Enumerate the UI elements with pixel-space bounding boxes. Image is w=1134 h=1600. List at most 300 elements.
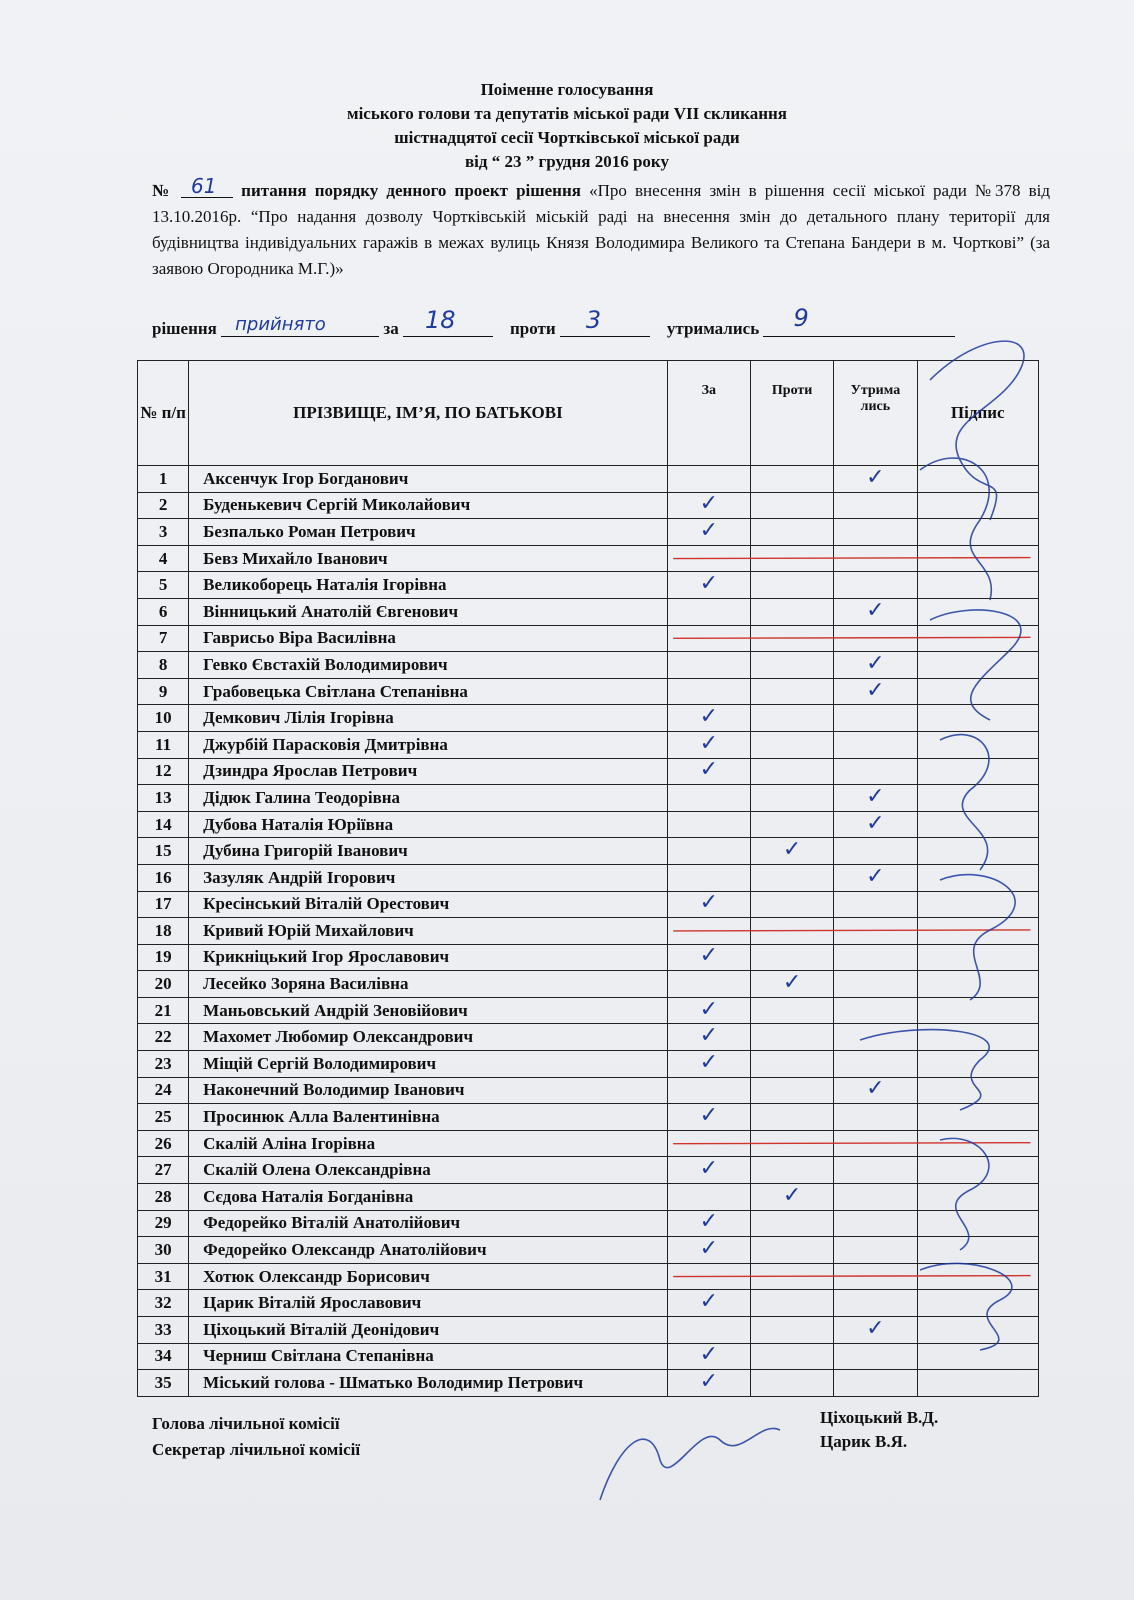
vote-cell-for (667, 1237, 750, 1264)
vote-cell-against (751, 1237, 834, 1264)
vote-cell-against (751, 811, 834, 838)
row-name: Вінницький Анатолій Євгенович (189, 598, 668, 625)
row-number: 16 (138, 864, 189, 891)
check-mark-icon: ✓ (699, 704, 719, 730)
row-name: Гаврисьо Віра Василівна (189, 625, 668, 652)
header-abstain: Утрима лись (834, 361, 917, 466)
doc-title-line2: міського голови та депутатів міської ради VII скликання (347, 104, 787, 123)
check-mark-icon: ✓ (699, 571, 719, 597)
vote-cell-for (667, 625, 750, 652)
signature-cell (917, 785, 1038, 812)
vote-cell-for (667, 1077, 750, 1104)
table-row (138, 918, 1039, 945)
check-mark-icon: ✓ (699, 757, 719, 783)
vote-cell-against (751, 944, 834, 971)
vote-cell-against (751, 891, 834, 918)
row-name: Крикніцький Ігор Ярославович (189, 944, 668, 971)
vote-cell-against (751, 918, 834, 945)
vote-cell-abstain (834, 625, 917, 652)
row-name: Буденькевич Сергій Миколайович (189, 492, 668, 519)
row-number: 30 (138, 1237, 189, 1264)
signature-cell (917, 811, 1038, 838)
vote-cell-abstain (834, 572, 917, 599)
row-number: 29 (138, 1210, 189, 1237)
row-number: 8 (138, 652, 189, 679)
vote-cell-abstain (834, 785, 917, 812)
vote-cell-abstain (834, 1343, 917, 1370)
doc-title-line1: Поіменне голосування (480, 80, 654, 99)
vote-cell-abstain (834, 1130, 917, 1157)
vote-cell-abstain (834, 1024, 917, 1051)
vote-cell-against (751, 997, 834, 1024)
vote-cell-for (667, 811, 750, 838)
signature-cell (917, 944, 1038, 971)
against-label: проти (509, 319, 556, 338)
vote-cell-abstain (834, 652, 917, 679)
row-name: Кресінський Віталій Орестович (189, 891, 668, 918)
row-name: Демкович Лілія Ігорівна (189, 705, 668, 732)
row-number: 21 (138, 997, 189, 1024)
signature-cell (917, 1130, 1038, 1157)
signature-cell (917, 997, 1038, 1024)
vote-cell-for (667, 1370, 750, 1397)
vote-cell-against (751, 758, 834, 785)
vote-cell-for (667, 1104, 750, 1131)
signature-cell (917, 545, 1038, 572)
signature-cell (917, 838, 1038, 865)
row-number: 34 (138, 1343, 189, 1370)
row-name: Скалій Олена Олександрівна (189, 1157, 668, 1184)
vote-cell-against (751, 1024, 834, 1051)
row-number: 7 (138, 625, 189, 652)
header-against: Проти (751, 361, 834, 466)
vote-cell-abstain (834, 1210, 917, 1237)
question-number-prefix: № (152, 181, 173, 200)
check-mark-icon: ✓ (699, 1023, 719, 1049)
vote-cell-against (751, 678, 834, 705)
vote-cell-abstain (834, 891, 917, 918)
vote-cell-abstain (834, 758, 917, 785)
row-number: 1 (138, 466, 189, 493)
signature-cell (917, 1024, 1038, 1051)
vote-cell-abstain (834, 944, 917, 971)
row-number: 25 (138, 1104, 189, 1131)
doc-title-date: від “ 23 ” грудня 2016 року (465, 152, 669, 171)
table-row (138, 652, 1039, 679)
row-name: Черниш Світлана Степанівна (189, 1343, 668, 1370)
signature-cell (917, 1051, 1038, 1078)
decision-label: рішення (152, 319, 217, 338)
signature-cell (917, 731, 1038, 758)
row-number: 14 (138, 811, 189, 838)
check-mark-icon: ✓ (866, 810, 885, 836)
vote-cell-abstain (834, 1157, 917, 1184)
vote-cell-abstain (834, 1184, 917, 1211)
vote-cell-against (751, 1343, 834, 1370)
vote-cell-abstain (834, 997, 917, 1024)
table-row (138, 811, 1039, 838)
vote-cell-for (667, 758, 750, 785)
row-name: Дідюк Галина Теодорівна (189, 785, 668, 812)
vote-cell-for (667, 1024, 750, 1051)
table-row (138, 572, 1039, 599)
vote-cell-abstain (834, 519, 917, 546)
roll-call-table (137, 360, 1039, 1397)
table-row (138, 625, 1039, 652)
vote-cell-abstain (834, 1290, 917, 1317)
vote-cell-against (751, 492, 834, 519)
check-mark-icon: ✓ (699, 1342, 719, 1368)
header-for: За (667, 361, 750, 466)
vote-cell-for (667, 944, 750, 971)
table-row (138, 997, 1039, 1024)
vote-cell-abstain (834, 598, 917, 625)
check-mark-icon: ✓ (699, 1049, 719, 1075)
row-number: 28 (138, 1184, 189, 1211)
check-mark-icon: ✓ (782, 837, 802, 863)
vote-cell-against (751, 1157, 834, 1184)
question-number-handwritten: 61 (191, 174, 217, 198)
table-row (138, 705, 1039, 732)
signature-cell (917, 492, 1038, 519)
vote-cell-for (667, 1317, 750, 1344)
row-name: Безпалько Роман Петрович (189, 519, 668, 546)
secretary-name: Царик В.Я. (820, 1432, 908, 1451)
vote-cell-against (751, 705, 834, 732)
table-row (138, 545, 1039, 572)
check-mark-icon: ✓ (866, 677, 885, 703)
vote-cell-against (751, 1210, 834, 1237)
row-number: 2 (138, 492, 189, 519)
signature-cell (917, 1184, 1038, 1211)
vote-cell-for (667, 971, 750, 998)
table-row (138, 1210, 1039, 1237)
signature-cell (917, 891, 1038, 918)
against-count-blank (560, 306, 650, 337)
row-name: Наконечний Володимир Іванович (189, 1077, 668, 1104)
signature-cell (917, 1290, 1038, 1317)
header-no: № п/п (138, 361, 189, 466)
row-name: Махомет Любомир Олександрович (189, 1024, 668, 1051)
vote-cell-abstain (834, 1263, 917, 1290)
vote-cell-against (751, 731, 834, 758)
header-signature: Підпис (917, 361, 1038, 466)
check-mark-icon: ✓ (866, 464, 885, 490)
row-number: 4 (138, 545, 189, 572)
signature-cell (917, 1263, 1038, 1290)
table-row (138, 1157, 1039, 1184)
chair-signature-scribble (600, 1428, 780, 1500)
vote-cell-against (751, 466, 834, 493)
signature-cell (917, 519, 1038, 546)
vote-cell-abstain (834, 678, 917, 705)
vote-cell-against (751, 625, 834, 652)
vote-cell-for (667, 1290, 750, 1317)
table-row (138, 971, 1039, 998)
against-count-handwritten: 3 (585, 306, 602, 334)
table-row (138, 864, 1039, 891)
vote-cell-for (667, 705, 750, 732)
signature-cell (917, 1237, 1038, 1264)
signature-cell (917, 864, 1038, 891)
row-number: 10 (138, 705, 189, 732)
vote-cell-for (667, 598, 750, 625)
row-name: Гевко Євстахій Володимирович (189, 652, 668, 679)
signature-cell (917, 705, 1038, 732)
signature-cell (917, 1077, 1038, 1104)
vote-cell-for (667, 466, 750, 493)
decision-line (152, 304, 955, 339)
row-number: 26 (138, 1130, 189, 1157)
table-row (138, 1290, 1039, 1317)
table-row (138, 1130, 1039, 1157)
row-number: 11 (138, 731, 189, 758)
table-row (138, 891, 1039, 918)
check-mark-icon: ✓ (866, 597, 885, 623)
vote-cell-abstain (834, 492, 917, 519)
vote-cell-against (751, 838, 834, 865)
table-row (138, 598, 1039, 625)
check-mark-icon: ✓ (699, 1236, 719, 1262)
abstain-label: утримались (666, 319, 760, 338)
vote-cell-for (667, 1130, 750, 1157)
table-row (138, 492, 1039, 519)
vote-cell-for (667, 678, 750, 705)
vote-cell-for (667, 891, 750, 918)
abstain-count-blank (763, 304, 955, 337)
vote-cell-against (751, 785, 834, 812)
vote-cell-abstain (834, 1077, 917, 1104)
row-name: Зазуляк Андрій Ігорович (189, 864, 668, 891)
row-name: Дубина Григорій Іванович (189, 838, 668, 865)
for-count-handwritten: 18 (424, 306, 456, 334)
row-number: 18 (138, 918, 189, 945)
vote-cell-against (751, 1370, 834, 1397)
vote-cell-for (667, 545, 750, 572)
table-row (138, 785, 1039, 812)
row-name: Аксенчук Ігор Богданович (189, 466, 668, 493)
row-number: 6 (138, 598, 189, 625)
check-mark-icon: ✓ (699, 1156, 719, 1182)
table-header-row (138, 361, 1039, 466)
table-row (138, 731, 1039, 758)
roll-call-body (138, 466, 1039, 1397)
row-number: 5 (138, 572, 189, 599)
vote-cell-for (667, 1210, 750, 1237)
vote-cell-for (667, 1157, 750, 1184)
vote-cell-for (667, 997, 750, 1024)
vote-cell-against (751, 1104, 834, 1131)
signature-cell (917, 758, 1038, 785)
vote-cell-against (751, 572, 834, 599)
row-name: Дубова Наталія Юріївна (189, 811, 668, 838)
vote-cell-against (751, 1077, 834, 1104)
table-row (138, 678, 1039, 705)
question-label: питання порядку денного проект рішення (241, 181, 581, 200)
vote-cell-for (667, 731, 750, 758)
vote-cell-against (751, 971, 834, 998)
signature-cell (917, 598, 1038, 625)
row-number: 33 (138, 1317, 189, 1344)
check-mark-icon: ✓ (699, 1209, 719, 1235)
check-mark-icon: ✓ (866, 863, 885, 889)
vote-cell-against (751, 1263, 834, 1290)
signature-cell (917, 1370, 1038, 1397)
check-mark-icon: ✓ (699, 943, 719, 969)
table-row (138, 1317, 1039, 1344)
vote-cell-abstain (834, 971, 917, 998)
table-row (138, 1263, 1039, 1290)
row-number: 15 (138, 838, 189, 865)
vote-cell-for (667, 1263, 750, 1290)
vote-cell-abstain (834, 1317, 917, 1344)
abstain-count-handwritten: 9 (793, 304, 809, 332)
decision-result-handwritten: прийнято (235, 314, 326, 335)
vote-cell-abstain (834, 838, 917, 865)
vote-cell-against (751, 1290, 834, 1317)
row-number: 13 (138, 785, 189, 812)
vote-cell-abstain (834, 1237, 917, 1264)
check-mark-icon: ✓ (699, 1103, 719, 1129)
question-number-blank (181, 174, 233, 198)
table-row (138, 1237, 1039, 1264)
row-name: Ціхоцький Віталій Деонідович (189, 1317, 668, 1344)
vote-cell-against (751, 1317, 834, 1344)
row-name: Великоборець Наталія Ігорівна (189, 572, 668, 599)
signature-cell (917, 1104, 1038, 1131)
vote-cell-abstain (834, 545, 917, 572)
vote-cell-for (667, 572, 750, 599)
vote-cell-abstain (834, 1051, 917, 1078)
row-name: Кривий Юрій Михайлович (189, 918, 668, 945)
vote-cell-for (667, 1051, 750, 1078)
agenda-question (152, 174, 1051, 282)
check-mark-icon: ✓ (699, 730, 719, 756)
vote-cell-abstain (834, 466, 917, 493)
chair-name: Ціхоцький В.Д. (820, 1408, 939, 1427)
signature-cell (917, 1210, 1038, 1237)
vote-cell-against (751, 864, 834, 891)
vote-cell-abstain (834, 731, 917, 758)
vote-cell-for (667, 492, 750, 519)
vote-cell-for (667, 519, 750, 546)
for-label: за (383, 319, 399, 338)
row-number: 20 (138, 971, 189, 998)
signature-cell (917, 1157, 1038, 1184)
check-mark-icon: ✓ (699, 1289, 719, 1315)
table-row (138, 838, 1039, 865)
vote-cell-abstain (834, 1370, 917, 1397)
check-mark-icon: ✓ (866, 650, 885, 676)
vote-cell-against (751, 652, 834, 679)
table-row (138, 1024, 1039, 1051)
vote-cell-for (667, 652, 750, 679)
check-mark-icon: ✓ (866, 1076, 885, 1102)
table-row (138, 1051, 1039, 1078)
row-number: 9 (138, 678, 189, 705)
vote-cell-abstain (834, 811, 917, 838)
check-mark-icon: ✓ (782, 970, 802, 996)
row-name: Сєдова Наталія Богданівна (189, 1184, 668, 1211)
vote-cell-for (667, 838, 750, 865)
table-row (138, 519, 1039, 546)
row-number: 32 (138, 1290, 189, 1317)
table-row (138, 1343, 1039, 1370)
table-row (138, 944, 1039, 971)
check-mark-icon: ✓ (699, 491, 719, 517)
doc-title-line3: шістнадцятої сесії Чортківської міської ради (394, 128, 740, 147)
check-mark-icon: ✓ (866, 1315, 885, 1341)
vote-cell-against (751, 519, 834, 546)
row-name: Міщій Сергій Володимирович (189, 1051, 668, 1078)
signature-cell (917, 625, 1038, 652)
row-name: Міський голова - Шматько Володимир Петрович (189, 1370, 668, 1397)
row-name: Маньовський Андрій Зеновійович (189, 997, 668, 1024)
row-name: Просинюк Алла Валентинівна (189, 1104, 668, 1131)
vote-cell-for (667, 1184, 750, 1211)
check-mark-icon: ✓ (699, 890, 719, 916)
row-name: Федорейко Віталій Анатолійович (189, 1210, 668, 1237)
table-row (138, 1104, 1039, 1131)
row-name: Федорейко Олександр Анатолійович (189, 1237, 668, 1264)
table-row (138, 1370, 1039, 1397)
vote-cell-for (667, 918, 750, 945)
table-row (138, 466, 1039, 493)
vote-cell-abstain (834, 705, 917, 732)
vote-cell-abstain (834, 918, 917, 945)
row-number: 19 (138, 944, 189, 971)
signature-cell (917, 918, 1038, 945)
table-row (138, 758, 1039, 785)
row-name: Бевз Михайло Іванович (189, 545, 668, 572)
row-number: 22 (138, 1024, 189, 1051)
row-number: 35 (138, 1370, 189, 1397)
row-name: Хотюк Олександр Борисович (189, 1263, 668, 1290)
vote-cell-against (751, 598, 834, 625)
row-name: Джурбій Парасковія Дмитрівна (189, 731, 668, 758)
row-number: 12 (138, 758, 189, 785)
table-row (138, 1077, 1039, 1104)
signature-cell (917, 466, 1038, 493)
chair-label: Голова лічильної комісії (152, 1414, 340, 1433)
for-count-blank (403, 306, 493, 337)
table-row (138, 1184, 1039, 1211)
check-mark-icon: ✓ (699, 996, 719, 1022)
vote-cell-against (751, 545, 834, 572)
row-number: 3 (138, 519, 189, 546)
header-name: ПРІЗВИЩЕ, ІМ’Я, ПО БАТЬКОВІ (189, 361, 668, 466)
row-number: 17 (138, 891, 189, 918)
vote-cell-abstain (834, 864, 917, 891)
signature-cell (917, 572, 1038, 599)
vote-cell-against (751, 1184, 834, 1211)
signature-cell (917, 1317, 1038, 1344)
question-text: «Про внесення змін в рішення сесії міської ради №378 від 13.10.2016р. “Про надання дозволу Чортківській міській раді на внесення змін до детального плану території для будівництва індивідуальних гаражів в межах вулиць Князя Володимира Великого та Степана Бандери в м. Чорткові” (за заявою Огородника М.Г.)» (152, 181, 1051, 278)
row-name: Скалій Аліна Ігорівна (189, 1130, 668, 1157)
check-mark-icon: ✓ (699, 517, 719, 543)
signature-cell (917, 652, 1038, 679)
signature-cell (917, 1343, 1038, 1370)
row-name: Грабовецька Світлана Степанівна (189, 678, 668, 705)
row-name: Дзиндра Ярослав Петрович (189, 758, 668, 785)
row-name: Царик Віталій Ярославович (189, 1290, 668, 1317)
check-mark-icon: ✓ (699, 1368, 719, 1394)
secretary-label: Секретар лічильної комісії (152, 1440, 361, 1459)
row-name: Лесейко Зоряна Василівна (189, 971, 668, 998)
vote-cell-for (667, 864, 750, 891)
vote-cell-against (751, 1130, 834, 1157)
signature-cell (917, 678, 1038, 705)
